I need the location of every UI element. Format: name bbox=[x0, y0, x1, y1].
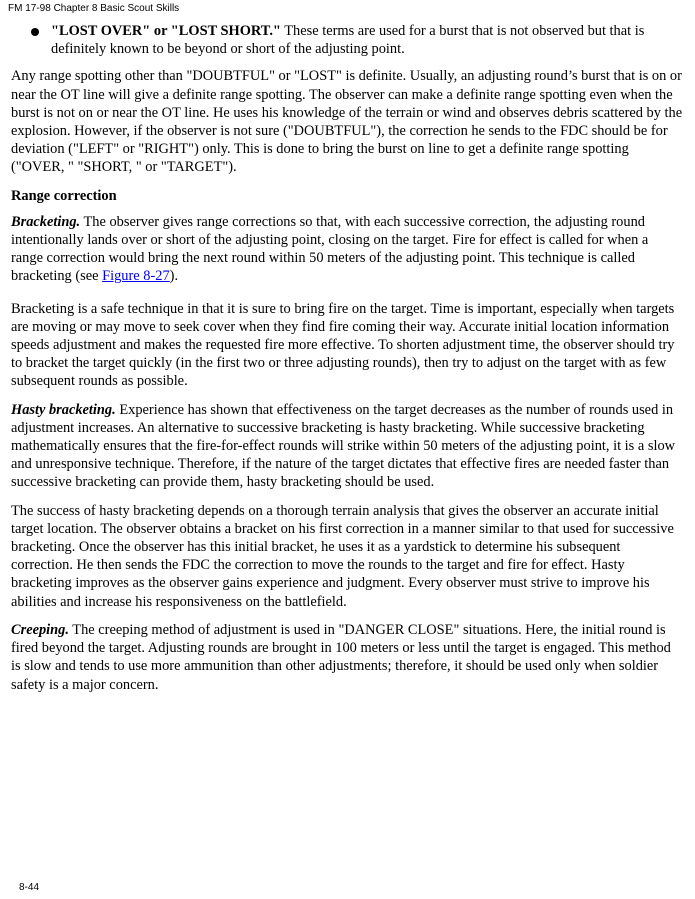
bullet-lost-over-short bbox=[11, 22, 683, 58]
page-number: 8-44 bbox=[19, 882, 40, 893]
paragraph-bracketing-safe: Bracketing is a safe technique in that it is sure to bring fire on the target. Time is important, especially when targets are moving or may move to seek cover when they find fire coming their way. Accurate initial location information speeds adjustment and makes the requested fire more effective. To shorten adjustment time, the observer should try to bracket the target quickly (in the first two or three adjusting rounds), then try to adjust on the target with as few subsequent rounds as possible. bbox=[11, 300, 675, 390]
hasty-text: Experience has shown that effectiveness on the target decreases as the number of rounds used in adjustment increases. An alternative to successive bracketing is hasty bracketing. While successive bracketing mathematically ensures that the fire-for-effect rounds will strike within 50 meters of the adjusting point, it is a slow and unresponsive technique. Therefore, if the nature of the target dictates that effective fires are needed faster than successive bracketing can provide them, hasty bracketing should be used. bbox=[11, 401, 676, 491]
section-heading-range-correction: Range correction bbox=[11, 187, 117, 204]
runin-bracketing: Bracketing. bbox=[11, 213, 81, 230]
paragraph-hasty-bracketing bbox=[11, 401, 683, 492]
bullet-dot-icon bbox=[31, 28, 39, 36]
bullet-term: "LOST OVER" or "LOST SHORT." bbox=[51, 23, 281, 39]
bracketing-text: The observer gives range corrections so that, with each successive correction, the adjusting round intentionally lands over or short of the adjusting point, closing on the target. Fire for effect is called for when a range correction would bring the next round within 50 meters of the adjusting point. This technique is called bracketing (see bbox=[11, 213, 649, 285]
paragraph-definite-spotting: Any range spotting other than "DOUBTFUL" or "LOST" is definite. Usually, an adjusting round’s burst that is on or near the OT line will give a definite range spotting. The observer can make a definite range spotting even when the burst is not on or near the OT line. He uses his knowledge of the terrain or wind and observes debris scattered by the explosion. However, if the observer is not sure ("DOUBTFUL"), the correction he sends to the FDC should be for deviation ("LEFT" or "RIGHT") only. This is done to bring the burst on line to get a definite range spotting ("OVER, " "SHORT, " or "TARGET"). bbox=[11, 68, 683, 176]
range-correction-section bbox=[11, 187, 683, 286]
runin-creeping: Creeping. bbox=[11, 621, 69, 638]
bracketing-end: ). bbox=[169, 268, 179, 285]
figure-link[interactable]: Figure 8-27 bbox=[102, 268, 170, 285]
paragraph-creeping bbox=[11, 621, 683, 694]
creeping-text: The creeping method of adjustment is used in "DANGER CLOSE" situations. Here, the initial round is fired beyond the target. Adjusting rounds are brought in 100 meters or less until the target is engaged. This method is slow and tends to use more ammunition than other adjustments; therefore, it should be used only when soldier safety is a major concern. bbox=[11, 621, 671, 693]
bullet-text: These terms are used for a burst that is not observed but that is definitely known to be beyond or short of the adjusting point. bbox=[51, 23, 645, 58]
paragraph-hasty-success: The success of hasty bracketing depends on a thorough terrain analysis that gives the observer an accurate initial target location. The observer obtains a bracket on his first correction in a manner similar to that used for successive bracketing. Once the observer has this initial bracket, he uses it as a yardstick to determine his subsequent correction. He then sends the FDC the correction to move the rounds to the target and fire for effect. Hasty bracketing improves as the observer gains experience and judgment. Every observer must strive to improve his abilities and increase his responsiveness on the battlefield. bbox=[11, 502, 674, 610]
paragraph-bracketing bbox=[11, 213, 683, 286]
runin-hasty-bracketing: Hasty bracketing. bbox=[11, 401, 116, 418]
running-header: FM 17-98 Chapter 8 Basic Scout Skills bbox=[8, 3, 180, 14]
document-body bbox=[11, 22, 683, 704]
